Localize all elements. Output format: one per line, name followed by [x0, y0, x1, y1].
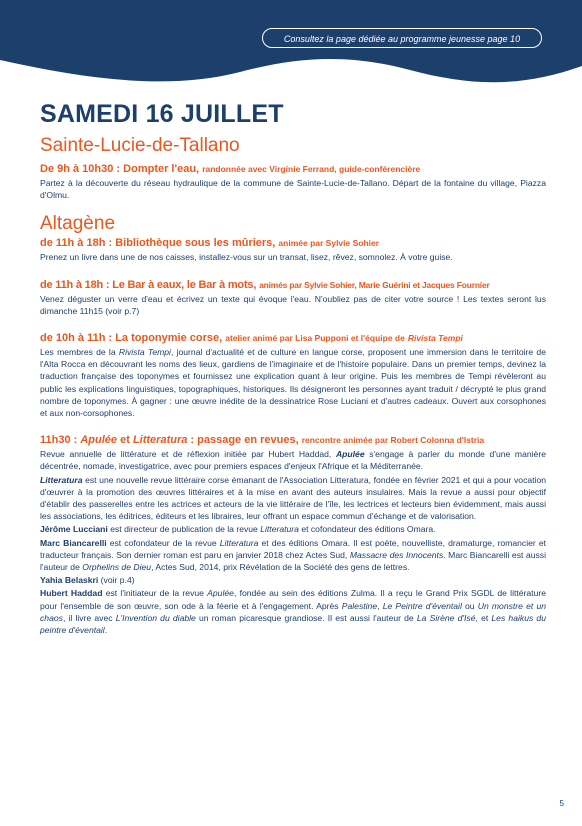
page-content	[40, 100, 546, 636]
bio-lucciani: Jérôme Lucciani est directeur de publication de la revue Litteratura et cofondateur des éditions Omara.	[40, 524, 436, 535]
place-title: Altagène	[40, 213, 116, 235]
apulee-paragraph: Revue annuelle de littérature et de réflexion initiée par Hubert Haddad, Apulée s'engage à parler du monde d'une manière décentrée, nomade, investigatrice, avec pour premiers espaces d'enjeux l'Afrique et la Méditerranée.	[40, 449, 546, 472]
bio-biancarelli: Marc Biancarelli est cofondateur de la revue Litteratura et des éditions Omara. Il est poète, nouvelliste, dramaturge, romancier et traducteur français. Son dernier roman est paru en janvier 2018 chez Actes Sud, Massacre des Innocents. Marc Biancarelli est aussi l'auteur de Orphelins de Dieu, Actes Sud, 2014, prix Révélation de la Société des gens de lettres.	[40, 537, 546, 573]
event-description: Les membres de la Rivista Tempi, journal d'actualité et de culture en langue corse, proposent une immersion dans le territoire de l'Alta Rocca en découvrant les noms des lieux, gardiens de l'imaginaire et de l'histoire populaire. Dans un premier temps, devinez la traduction française des toponymes et fournissez une explication quant à leur origine. Puis les membres de Tempi révèleront au public les explications linguistiques, topographiques, historiques. Ils désigneront les personnes ayant traduit / décrypté le plus grand nombre de toponymes. À gagner : une œuvre inédite de la dessinatrice Rose Luciani et d'autres cadeaux. Ouvert aux corsophones et aux non-corsophones.	[40, 347, 546, 419]
header-wave	[0, 0, 582, 100]
event-description: Partez à la découverte du réseau hydraulique de la commune de Sainte-Lucie-de-Tallano. Départ de la fontaine du village, Piazza d'Olmu.	[40, 178, 546, 201]
event-heading: de 11h à 18h : Le Bar à eaux, le Bar à mots, animés par Sylvie Sohier, Marie Guérini et Jacques Fournier	[40, 278, 490, 291]
page-number: 5	[559, 799, 564, 808]
event-heading: De 9h à 10h30 : Dompter l'eau, randonnée avec Virginie Ferrand, guide-conférencière	[40, 163, 421, 175]
litteratura-paragraph: Litteratura est une nouvelle revue littéraire corse émanant de l'Association Litteratura, fondée en février 2021 et qui a pour vocation d'œuvrer à la promotion des œuvres littéraires et à la mise en avant des auteurs insulaires. Mais la revue a aussi pour objectif d'établir des passerelles entre les actrices et acteurs de la vie littéraire de l'île, les lectrices et lecteurs bien évidemment, mais aussi les associations, les éditrices, éditeurs et les libraires, leur offrant un espace commun d'échange et de valorisation.	[40, 474, 546, 522]
event-heading: de 10h à 11h : La toponymie corse, atelier animé par Lisa Pupponi et l'équipe de Rivista Tempi	[40, 332, 463, 345]
bio-haddad: Hubert Haddad est l'initiateur de la revue Apulée, fondée au sein des éditions Zulma. Il a reçu le Grand Prix SGDL de littérature pour l'ensemble de son œuvre, son ode à la féerie et à l'engagement. Après Palestine, Le Peintre d'éventail ou Un monstre et un chaos, il livre avec L'Invention du diable un roman picaresque grandiose. Il est aussi l'auteur de La Sirène d'Isé, et Les haikus du peintre d'éventail.	[40, 588, 547, 636]
event-description: Venez déguster un verre d'eau et écrivez un texte qui évoque l'eau. N'oubliez pas de citer votre source ! Les textes seront lus dimanche 11h15 (voir p.7)	[40, 293, 546, 316]
bio-belaskri: Yahia Belaskri (voir p.4)	[40, 575, 135, 586]
date-title: SAMEDI 16 JUILLET	[40, 100, 284, 128]
place-title: Sainte-Lucie-de-Tallano	[40, 135, 240, 156]
event-heading: de 11h à 18h : Bibliothèque sous les mûriers, animée par Sylvie Sohier	[40, 237, 380, 250]
event-description: Prenez un livre dans une de nos caisses, installez-vous sur un transat, lisez, rêvez, somnolez. À votre guise.	[40, 252, 453, 263]
event-heading: 11h30 : Apulée et Litteratura : passage en revues, rencontre animée par Robert Colonna d'Istria	[40, 434, 485, 447]
youth-program-banner[interactable]: Consultez la page dédiée au programme jeunesse page 10	[262, 28, 542, 48]
